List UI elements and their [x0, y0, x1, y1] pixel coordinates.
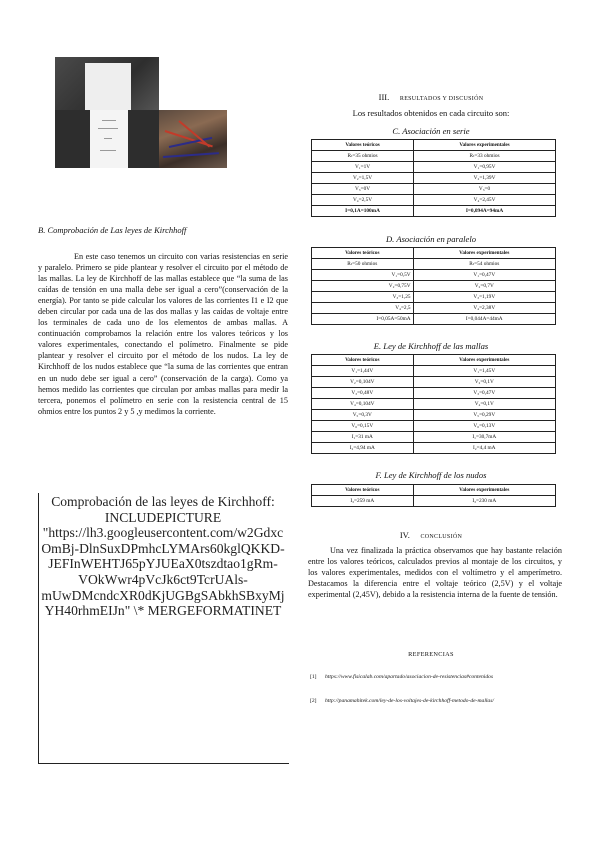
reference-number: [1] [310, 674, 317, 680]
cell-theoretical: V₂=1,5V [312, 173, 414, 184]
cell-experimental: V₁=0,47V [413, 270, 555, 281]
cell-experimental: V₃=0 [414, 184, 556, 195]
cell-experimental: V₂=0,7V [413, 281, 555, 292]
cell-theoretical: I=0,05A=50mA [312, 314, 414, 325]
reference-number: [2] [310, 698, 317, 704]
column-header-theoretical: Valores teóricos [312, 355, 414, 366]
table-row [312, 443, 556, 454]
cell-experimental: Rₜ=33 ohmios [414, 151, 556, 162]
table-row [312, 366, 556, 377]
reference-link[interactable]: https://www.fisicalab.com/apartado/asociacion-de-resistencias#contenidos [325, 674, 494, 680]
paragraph-text: Una vez finalizada la práctica observamos que hay bastante relación entre los valores teóricos, calculados previos al montaje de los circuitos, y los valores experimentales, medidos con el voltímetro y el amperímetro. Destacamos la diferencia entre el voltaje teórico (2,5V) y el voltaje experimental (2,45V), debido a la resistencia interna de la fuente de tensión. [308, 546, 562, 600]
cell-theoretical: V₆=0,15V [312, 421, 414, 432]
cell-theoretical: V₅=0,3V [312, 410, 414, 421]
cell-experimental: I₁=30,7mA [413, 432, 555, 443]
table-row [312, 410, 556, 421]
cell-theoretical: Rₜ=50 ohmios [312, 259, 414, 270]
table-row [312, 151, 556, 162]
cell-theoretical: V₄=2,5V [312, 195, 414, 206]
cell-theoretical: V₂=0,104V [312, 377, 414, 388]
cell-experimental: I=0,044A=44mA [413, 314, 555, 325]
table-row [312, 432, 556, 443]
cell-experimental: V₂=1,39V [414, 173, 556, 184]
table-row [312, 195, 556, 206]
cell-experimental: I=0,094A=94mA [414, 206, 556, 217]
table-header-row [312, 248, 556, 259]
cell-experimental: V₄=0,1V [413, 399, 555, 410]
cell-experimental: V₅=0,29V [413, 410, 555, 421]
cell-theoretical: V₁=1V [312, 162, 414, 173]
subheading-paralelo: D. Asociación en paralelo [385, 234, 477, 244]
cell-experimental: V₃=0,47V [413, 388, 555, 399]
table-row [312, 314, 556, 325]
table-nudos [311, 484, 556, 507]
cell-experimental: I₃=230 mA [413, 496, 555, 507]
table-header-row [312, 140, 556, 151]
reference-link[interactable]: http://panamahitek.com/ley-de-los-voltajes-de-kirchhoff-metodo-de-mallas/ [325, 698, 494, 704]
table-row [312, 173, 556, 184]
column-header-experimental: Valores experimentales [413, 485, 555, 496]
section-heading-conclusion [300, 530, 562, 540]
column-header-experimental: Valores experimentales [413, 248, 555, 259]
table-row [312, 377, 556, 388]
cell-experimental: V₄=2,45V [414, 195, 556, 206]
column-header-theoretical: Valores teóricos [312, 140, 414, 151]
cell-theoretical: V₁=1,44V [312, 366, 414, 377]
results-intro: Los resultados obtenidos en cada circuito son: [352, 108, 510, 118]
photo-breadboard-wiring [159, 110, 227, 168]
cell-theoretical: I=0,1A=100mA [312, 206, 414, 217]
column-header-experimental: Valores experimentales [413, 355, 555, 366]
table-row [312, 496, 556, 507]
cell-experimental: V₁=1,45V [413, 366, 555, 377]
photo-circuit-board [55, 57, 159, 110]
section-title: CONCLUSIÓN [420, 534, 463, 540]
table-row [312, 292, 556, 303]
photo-circuit-schematic [55, 110, 159, 168]
subheading-mallas: E. Ley de Kirchhoff de las mallas [373, 341, 489, 351]
column-header-experimental: Valores experimentales [414, 140, 556, 151]
cell-theoretical: V₃=1,25 [312, 292, 414, 303]
cell-theoretical: V₃=0V [312, 184, 414, 195]
table-row [312, 270, 556, 281]
reference-item-1 [310, 673, 560, 689]
cell-theoretical: V₄=2,5 [312, 303, 414, 314]
table-serie [311, 139, 556, 217]
table-header-row [312, 485, 556, 496]
column-header-theoretical: Valores teóricos [312, 248, 414, 259]
cell-experimental: Rₜ=54 ohmios [413, 259, 555, 270]
cell-theoretical: I₁=31 mA [312, 432, 414, 443]
table-row [312, 162, 556, 173]
section-number: III. [378, 92, 390, 102]
conclusion-paragraph [308, 545, 562, 600]
cell-theoretical: V₂=0,75V [312, 281, 414, 292]
section-number: IV. [399, 530, 410, 540]
table-row [312, 259, 556, 270]
cell-experimental: I₂=4,4 mA [413, 443, 555, 454]
table-row [312, 206, 556, 217]
cell-theoretical: V₁=0,5V [312, 270, 414, 281]
cell-experimental: V₂=0,1V [413, 377, 555, 388]
table-row [312, 421, 556, 432]
cell-theoretical: I₃=259 mA [312, 496, 414, 507]
table-row [312, 399, 556, 410]
section-title: RESULTADOS Y DISCUSIÓN [399, 96, 484, 102]
table-header-row [312, 355, 556, 366]
paragraph-text: En este caso tenemos un circuito con varias resistencias en serie y paralelo. Primero se pide plantear y resolver el circuito por el método de las mallas. La ley de Kirchhoff de las mallas establece que “la suma de las caídas de tensión en una malla debe ser igual a cero”(conservación de la energía). Por tanto se pide calcular los valores de las corrientes I1 e I2 que deben circular por cada una de las dos mallas y las caídas de voltaje entre los terminales de cada uno de los elementos de ambas mallas. A continuación comprobamos la relación entre los valores teóricos y los valores experimentales, conectando el polímetro. Finalmente se pide plantear y resolver el circuito por el método de los nudos. La ley de Kirchhoff de los nudos establece que “la suma de las corrientes que entran en un nudo debe ser igual a cero” (conservación de la carga). Como ya hemos medido las corrientes que circulan por ambas mallas para medir la tercera, ponemos el polímetro en serie con la resistencia central de 15 ohmios entre los puntos 2 y 5 ,y medimos la corriente. [38, 252, 288, 416]
table-mallas [311, 354, 556, 454]
section-heading-results [300, 92, 562, 102]
table-paralelo [311, 247, 556, 325]
cell-experimental: V₆=0,13V [413, 421, 555, 432]
table-row [312, 303, 556, 314]
cell-experimental: V₁=0,95V [414, 162, 556, 173]
cell-theoretical: I₂=4,94 mA [312, 443, 414, 454]
column-header-theoretical: Valores teóricos [312, 485, 414, 496]
table-row [312, 184, 556, 195]
references-heading: REFERENCIAS [408, 651, 454, 658]
cell-theoretical: V₃=0,48V [312, 388, 414, 399]
section-heading-kirchhoff: B. Comprobación de Las leyes de Kirchhoff [38, 225, 187, 235]
body-paragraph-kirchhoff [38, 251, 288, 417]
table-row [312, 388, 556, 399]
cell-experimental: V₄=2,38V [413, 303, 555, 314]
subheading-nudos: F. Ley de Kirchhoff de los nudos [375, 470, 487, 480]
table-row [312, 281, 556, 292]
include-picture-field-code: Comprobación de las leyes de Kirchhoff: INCLUDEPICTURE "https://lh3.googleusercontent.com/w2GdxcOmBj-DlnSuxDPmhcLYMArs60kglQKKD-JEFInWEHTJ65pYJUEaX0tszdtao1gRm-VOkWwr4pVcJk6ct9TcrUAls-mUwDMcndcXR0dKjUGBgSAbkhSBxyMjYH40rhmEIJn" \* MERGEFORMATINET [41, 494, 285, 619]
reference-item-2 [310, 697, 560, 713]
cell-theoretical: Rₜ=35 ohmios [312, 151, 414, 162]
cell-experimental: V₃=1,19V [413, 292, 555, 303]
cell-theoretical: V₄=0,104V [312, 399, 414, 410]
subheading-serie: C. Asociación en serie [392, 126, 470, 136]
